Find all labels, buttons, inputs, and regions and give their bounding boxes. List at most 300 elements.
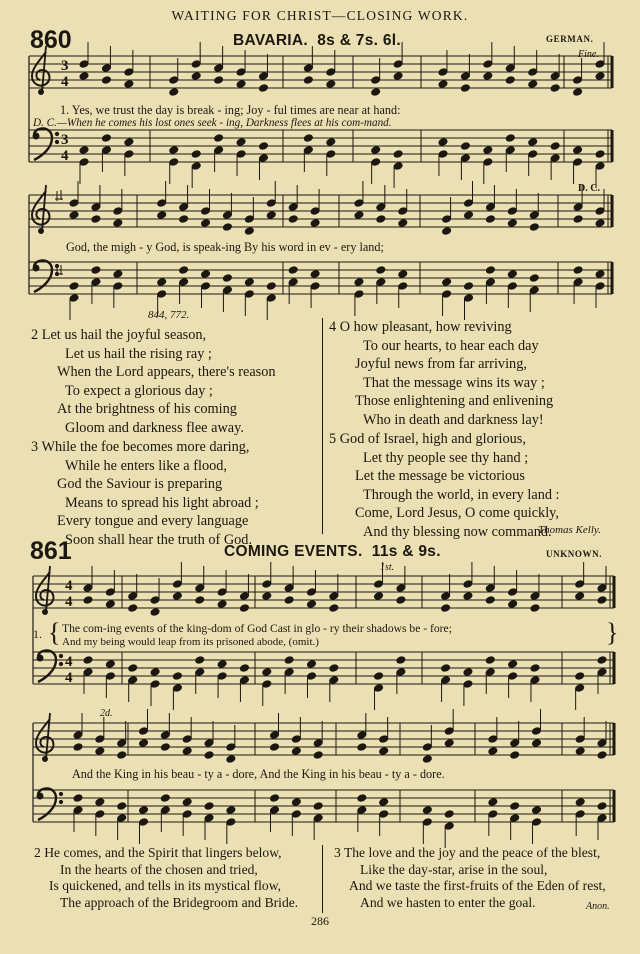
note-head	[438, 80, 448, 89]
note-head	[244, 290, 254, 299]
note-head	[195, 656, 205, 665]
note-head	[236, 150, 246, 159]
note-head	[91, 203, 101, 212]
note-head	[201, 207, 211, 216]
note-head	[157, 211, 167, 220]
note-head	[222, 286, 232, 295]
note-head	[371, 146, 381, 155]
note-head	[288, 266, 298, 275]
note-head	[464, 199, 474, 208]
note-head	[485, 668, 495, 677]
note-head	[597, 668, 607, 677]
note-head	[266, 199, 276, 208]
note-head	[329, 664, 339, 673]
note-head	[128, 676, 138, 685]
note-head	[507, 270, 517, 279]
note-head	[595, 162, 605, 171]
note-head	[95, 810, 105, 819]
note-head	[214, 64, 224, 73]
hymn-860-tune: BAVARIA. 8s & 7s. 6l.	[233, 32, 401, 49]
note-head	[214, 76, 224, 85]
note-head	[597, 584, 607, 593]
note-head	[371, 88, 381, 97]
time-signature-top: 3	[61, 132, 69, 148]
note-head	[357, 794, 367, 803]
note-head	[128, 592, 138, 601]
bass-clef	[37, 650, 63, 682]
note-head	[354, 278, 364, 287]
note-head	[236, 138, 246, 147]
note-head	[222, 211, 232, 220]
note-head	[393, 72, 403, 81]
note-head	[438, 138, 448, 147]
note-head	[326, 150, 336, 159]
note-head	[101, 134, 111, 143]
note-head	[313, 751, 323, 760]
note-head	[550, 84, 560, 93]
note-head	[595, 60, 605, 69]
hymn-860-lyric-line-1: 1. Yes, we trust the day is break - ing; Joy - ful times are near at hand:	[60, 103, 401, 117]
hymn-860-lyric-dc-line: D. C.—When he comes his lost ones seek - ing, Darkness flees at his com-mand.	[33, 117, 392, 129]
note-head	[266, 282, 276, 291]
note-head	[201, 219, 211, 228]
note-head	[595, 282, 605, 291]
note-head	[329, 604, 339, 613]
note-head	[529, 211, 539, 220]
note-head	[573, 266, 583, 275]
note-head	[303, 146, 313, 155]
hymn-860-author: Thomas Kelly.	[538, 524, 601, 536]
note-head	[226, 743, 236, 752]
note-head	[460, 84, 470, 93]
note-head	[150, 596, 160, 605]
note-head	[374, 672, 384, 681]
note-head	[172, 592, 182, 601]
note-head	[371, 76, 381, 85]
note-head	[288, 215, 298, 224]
note-head	[550, 72, 560, 81]
note-head	[444, 810, 454, 819]
note-head	[483, 146, 493, 155]
note-head	[530, 604, 540, 613]
note-head	[101, 146, 111, 155]
note-head	[510, 739, 520, 748]
note-head	[529, 223, 539, 232]
note-head	[124, 68, 134, 77]
note-head	[510, 802, 520, 811]
hymn-861-origin: UNKNOWN.	[546, 549, 603, 559]
hymn-860-number: 860	[30, 26, 72, 54]
note-head	[291, 810, 301, 819]
note-head	[259, 84, 269, 93]
note-head	[150, 680, 160, 689]
note-head	[307, 672, 317, 681]
note-head	[259, 154, 269, 163]
note-head	[354, 290, 364, 299]
note-head	[573, 76, 583, 85]
note-head	[460, 72, 470, 81]
note-head	[530, 676, 540, 685]
note-head	[244, 278, 254, 287]
sharp-sign	[55, 190, 63, 201]
note-head	[422, 806, 432, 815]
note-head	[488, 810, 498, 819]
hymn-860-fine: Fine.	[578, 49, 599, 60]
note-head	[117, 739, 127, 748]
note-head	[191, 60, 201, 69]
note-head	[313, 802, 323, 811]
note-head	[259, 142, 269, 151]
note-head	[595, 270, 605, 279]
note-head	[485, 596, 495, 605]
note-head	[69, 211, 79, 220]
note-head	[182, 747, 192, 756]
treble-clef	[36, 566, 53, 615]
note-head	[310, 282, 320, 291]
hymn-860-verse-2: 2 Let us hail the joyful season, Let us hail the rising ray ; When the Lord appears, there's reason To expect a glorious day ; At the brightness of his coming Gloom and darkness flee away.	[31, 327, 276, 436]
hymn-861-brace: {	[48, 618, 61, 647]
note-head	[182, 735, 192, 744]
note-head	[442, 290, 452, 299]
note-head	[510, 814, 520, 823]
note-head	[444, 822, 454, 831]
note-head	[573, 278, 583, 287]
note-head	[195, 668, 205, 677]
note-head	[595, 72, 605, 81]
hymn-860-reference: 844, 772.	[148, 309, 190, 321]
note-head	[507, 207, 517, 216]
note-head	[204, 802, 214, 811]
note-head	[95, 735, 105, 744]
note-head	[113, 270, 123, 279]
note-head	[379, 810, 389, 819]
note-head	[239, 676, 249, 685]
note-head	[222, 274, 232, 283]
note-head	[284, 596, 294, 605]
note-head	[396, 596, 406, 605]
note-head	[244, 215, 254, 224]
bass-clef	[33, 128, 59, 160]
note-head	[393, 162, 403, 171]
hymn-861-first-ending: 1st.	[380, 562, 395, 573]
bass-clef	[37, 788, 63, 820]
time-signature-top: 4	[65, 578, 73, 594]
note-head	[239, 664, 249, 673]
note-head	[398, 282, 408, 291]
note-head	[226, 818, 236, 827]
note-head	[597, 739, 607, 748]
note-head	[291, 747, 301, 756]
hymn-860-verse-5: 5 God of Israel, high and glorious, Let thy people see thy hand ; Let the message be victorious Through the world, in every land : Come, Lord Jesus, O come quickly, And thy blessing now command.	[329, 431, 560, 540]
note-head	[575, 684, 585, 693]
note-head	[217, 672, 227, 681]
hymn-861-second-ending: 2d.	[100, 708, 113, 719]
note-head	[441, 676, 451, 685]
note-head	[483, 72, 493, 81]
note-head	[201, 282, 211, 291]
time-signature-bottom: 4	[61, 148, 69, 164]
hymn-861-tune: COMING EVENTS. 11s & 9s.	[224, 543, 441, 560]
note-head	[236, 80, 246, 89]
note-head	[575, 735, 585, 744]
note-head	[422, 743, 432, 752]
note-head	[505, 76, 515, 85]
note-head	[313, 739, 323, 748]
note-head	[463, 592, 473, 601]
note-head	[507, 282, 517, 291]
page-number: 286	[311, 914, 329, 928]
note-head	[128, 664, 138, 673]
note-head	[575, 810, 585, 819]
note-head	[396, 584, 406, 593]
note-head	[357, 731, 367, 740]
note-head	[575, 580, 585, 589]
treble-clef	[36, 713, 53, 762]
note-head	[244, 227, 254, 236]
note-head	[550, 142, 560, 151]
note-head	[573, 146, 583, 155]
note-head	[398, 207, 408, 216]
hymn-861-lyric-line-1b: And my being would leap from its prisoned abode, (omit.)	[62, 636, 319, 648]
note-head	[69, 282, 79, 291]
note-head	[357, 806, 367, 815]
note-head	[532, 739, 542, 748]
note-head	[528, 68, 538, 77]
note-head	[326, 80, 336, 89]
note-head	[376, 203, 386, 212]
note-head	[575, 747, 585, 756]
note-head	[376, 278, 386, 287]
note-head	[310, 207, 320, 216]
note-head	[595, 207, 605, 216]
note-head	[79, 72, 89, 81]
note-head	[117, 802, 127, 811]
note-head	[422, 818, 432, 827]
note-head	[393, 150, 403, 159]
note-head	[326, 138, 336, 147]
note-head	[529, 274, 539, 283]
note-head	[160, 806, 170, 815]
note-head	[270, 806, 280, 815]
note-head	[438, 150, 448, 159]
note-head	[483, 158, 493, 167]
note-head	[505, 146, 515, 155]
hymn-861-lyric-line-2: And the King in his beau - ty a - dore, And the King in his beau - ty a - dore.	[72, 767, 445, 781]
note-head	[191, 162, 201, 171]
note-head	[326, 68, 336, 77]
note-head	[266, 211, 276, 220]
time-signature-bottom: 4	[65, 670, 73, 686]
note-head	[460, 154, 470, 163]
note-head	[222, 223, 232, 232]
note-head	[284, 584, 294, 593]
time-signature-bottom: 4	[61, 74, 69, 90]
note-head	[79, 158, 89, 167]
note-head	[528, 80, 538, 89]
note-head	[226, 806, 236, 815]
page-header: WAITING FOR CHRIST—CLOSING WORK.	[171, 8, 469, 23]
note-head	[214, 146, 224, 155]
note-head	[83, 584, 93, 593]
note-head	[117, 751, 127, 760]
note-head	[117, 814, 127, 823]
note-head	[398, 270, 408, 279]
note-head	[310, 270, 320, 279]
note-head	[507, 219, 517, 228]
note-head	[172, 672, 182, 681]
note-head	[441, 664, 451, 673]
note-head	[214, 134, 224, 143]
note-head	[169, 76, 179, 85]
note-head	[270, 731, 280, 740]
note-head	[226, 755, 236, 764]
note-head	[532, 727, 542, 736]
column-divider-860	[322, 318, 323, 534]
note-head	[217, 588, 227, 597]
note-head	[575, 672, 585, 681]
note-head	[105, 660, 115, 669]
note-head	[239, 604, 249, 613]
note-head	[157, 278, 167, 287]
note-head	[105, 672, 115, 681]
note-head	[374, 592, 384, 601]
note-head	[262, 580, 272, 589]
note-head	[485, 266, 495, 275]
note-head	[485, 278, 495, 287]
note-head	[396, 668, 406, 677]
note-head	[105, 588, 115, 597]
note-head	[284, 668, 294, 677]
note-head	[354, 211, 364, 220]
note-head	[488, 735, 498, 744]
note-head	[485, 203, 495, 212]
note-head	[139, 806, 149, 815]
note-head	[179, 266, 189, 275]
note-head	[139, 739, 149, 748]
note-head	[485, 584, 495, 593]
note-head	[379, 798, 389, 807]
hymn-860-origin: GERMAN.	[546, 34, 594, 44]
note-head	[262, 680, 272, 689]
note-head	[191, 150, 201, 159]
note-head	[179, 215, 189, 224]
note-head	[73, 806, 83, 815]
note-head	[191, 72, 201, 81]
note-head	[442, 278, 452, 287]
note-head	[73, 731, 83, 740]
note-head	[288, 203, 298, 212]
note-head	[573, 158, 583, 167]
treble-clef	[32, 185, 49, 234]
note-head	[169, 88, 179, 97]
note-head	[101, 76, 111, 85]
note-head	[124, 150, 134, 159]
note-head	[79, 60, 89, 69]
note-head	[530, 664, 540, 673]
note-head	[270, 794, 280, 803]
note-head	[204, 814, 214, 823]
note-head	[83, 596, 93, 605]
note-head	[528, 138, 538, 147]
note-head	[182, 798, 192, 807]
note-head	[444, 739, 454, 748]
note-head	[182, 810, 192, 819]
note-head	[201, 270, 211, 279]
note-head	[169, 146, 179, 155]
note-head	[550, 154, 560, 163]
treble-clef	[32, 46, 49, 95]
note-head	[288, 278, 298, 287]
note-head	[91, 266, 101, 275]
note-head	[438, 68, 448, 77]
note-head	[139, 727, 149, 736]
note-head	[463, 668, 473, 677]
note-head	[128, 604, 138, 613]
note-head	[310, 219, 320, 228]
note-head	[530, 592, 540, 601]
note-head	[597, 751, 607, 760]
note-head	[95, 798, 105, 807]
note-head	[69, 199, 79, 208]
note-head	[157, 290, 167, 299]
note-head	[463, 580, 473, 589]
hymn-861-author: Anon.	[586, 901, 610, 912]
note-head	[69, 294, 79, 303]
note-head	[150, 608, 160, 617]
note-head	[505, 64, 515, 73]
note-head	[195, 596, 205, 605]
note-head	[398, 219, 408, 228]
note-head	[597, 656, 607, 665]
note-head	[508, 660, 518, 669]
note-head	[529, 286, 539, 295]
note-head	[239, 592, 249, 601]
note-head	[460, 142, 470, 151]
note-head	[291, 798, 301, 807]
note-head	[532, 818, 542, 827]
note-head	[376, 266, 386, 275]
note-head	[284, 656, 294, 665]
note-head	[464, 282, 474, 291]
note-head	[262, 668, 272, 677]
note-head	[204, 751, 214, 760]
note-head	[441, 604, 451, 613]
note-head	[508, 600, 518, 609]
note-head	[510, 751, 520, 760]
note-head	[464, 294, 474, 303]
note-head	[83, 656, 93, 665]
note-head	[179, 203, 189, 212]
note-head	[488, 747, 498, 756]
note-head	[597, 802, 607, 811]
note-head	[113, 207, 123, 216]
note-head	[597, 814, 607, 823]
hymn-860-verse-4: 4 O how pleasant, how reviving To our hearts, to hear each day Joyful news from far arriving, That the message wins its way ; Those enlightening and enlivening Who in death and darkness lay!	[329, 319, 554, 428]
note-head	[393, 60, 403, 69]
note-head	[83, 668, 93, 677]
note-head	[259, 72, 269, 81]
note-head	[595, 150, 605, 159]
note-head	[105, 600, 115, 609]
hymn-861-lyric-line-1a: The com-ing events of the king-dom of God Cast in glo - ry their shadows be - fore;	[62, 622, 452, 635]
note-head	[157, 199, 167, 208]
note-head	[113, 282, 123, 291]
hymn-861-verse-3: 3 The love and the joy and the peace of the blest, Like the day-star, arise in the soul, And we taste the first-fruits of the Eden of rest, And we hasten to enter the goal.	[334, 845, 606, 911]
hymn-861-verse-label: 1.	[33, 627, 42, 641]
note-head	[291, 735, 301, 744]
note-head	[160, 794, 170, 803]
note-head	[169, 158, 179, 167]
